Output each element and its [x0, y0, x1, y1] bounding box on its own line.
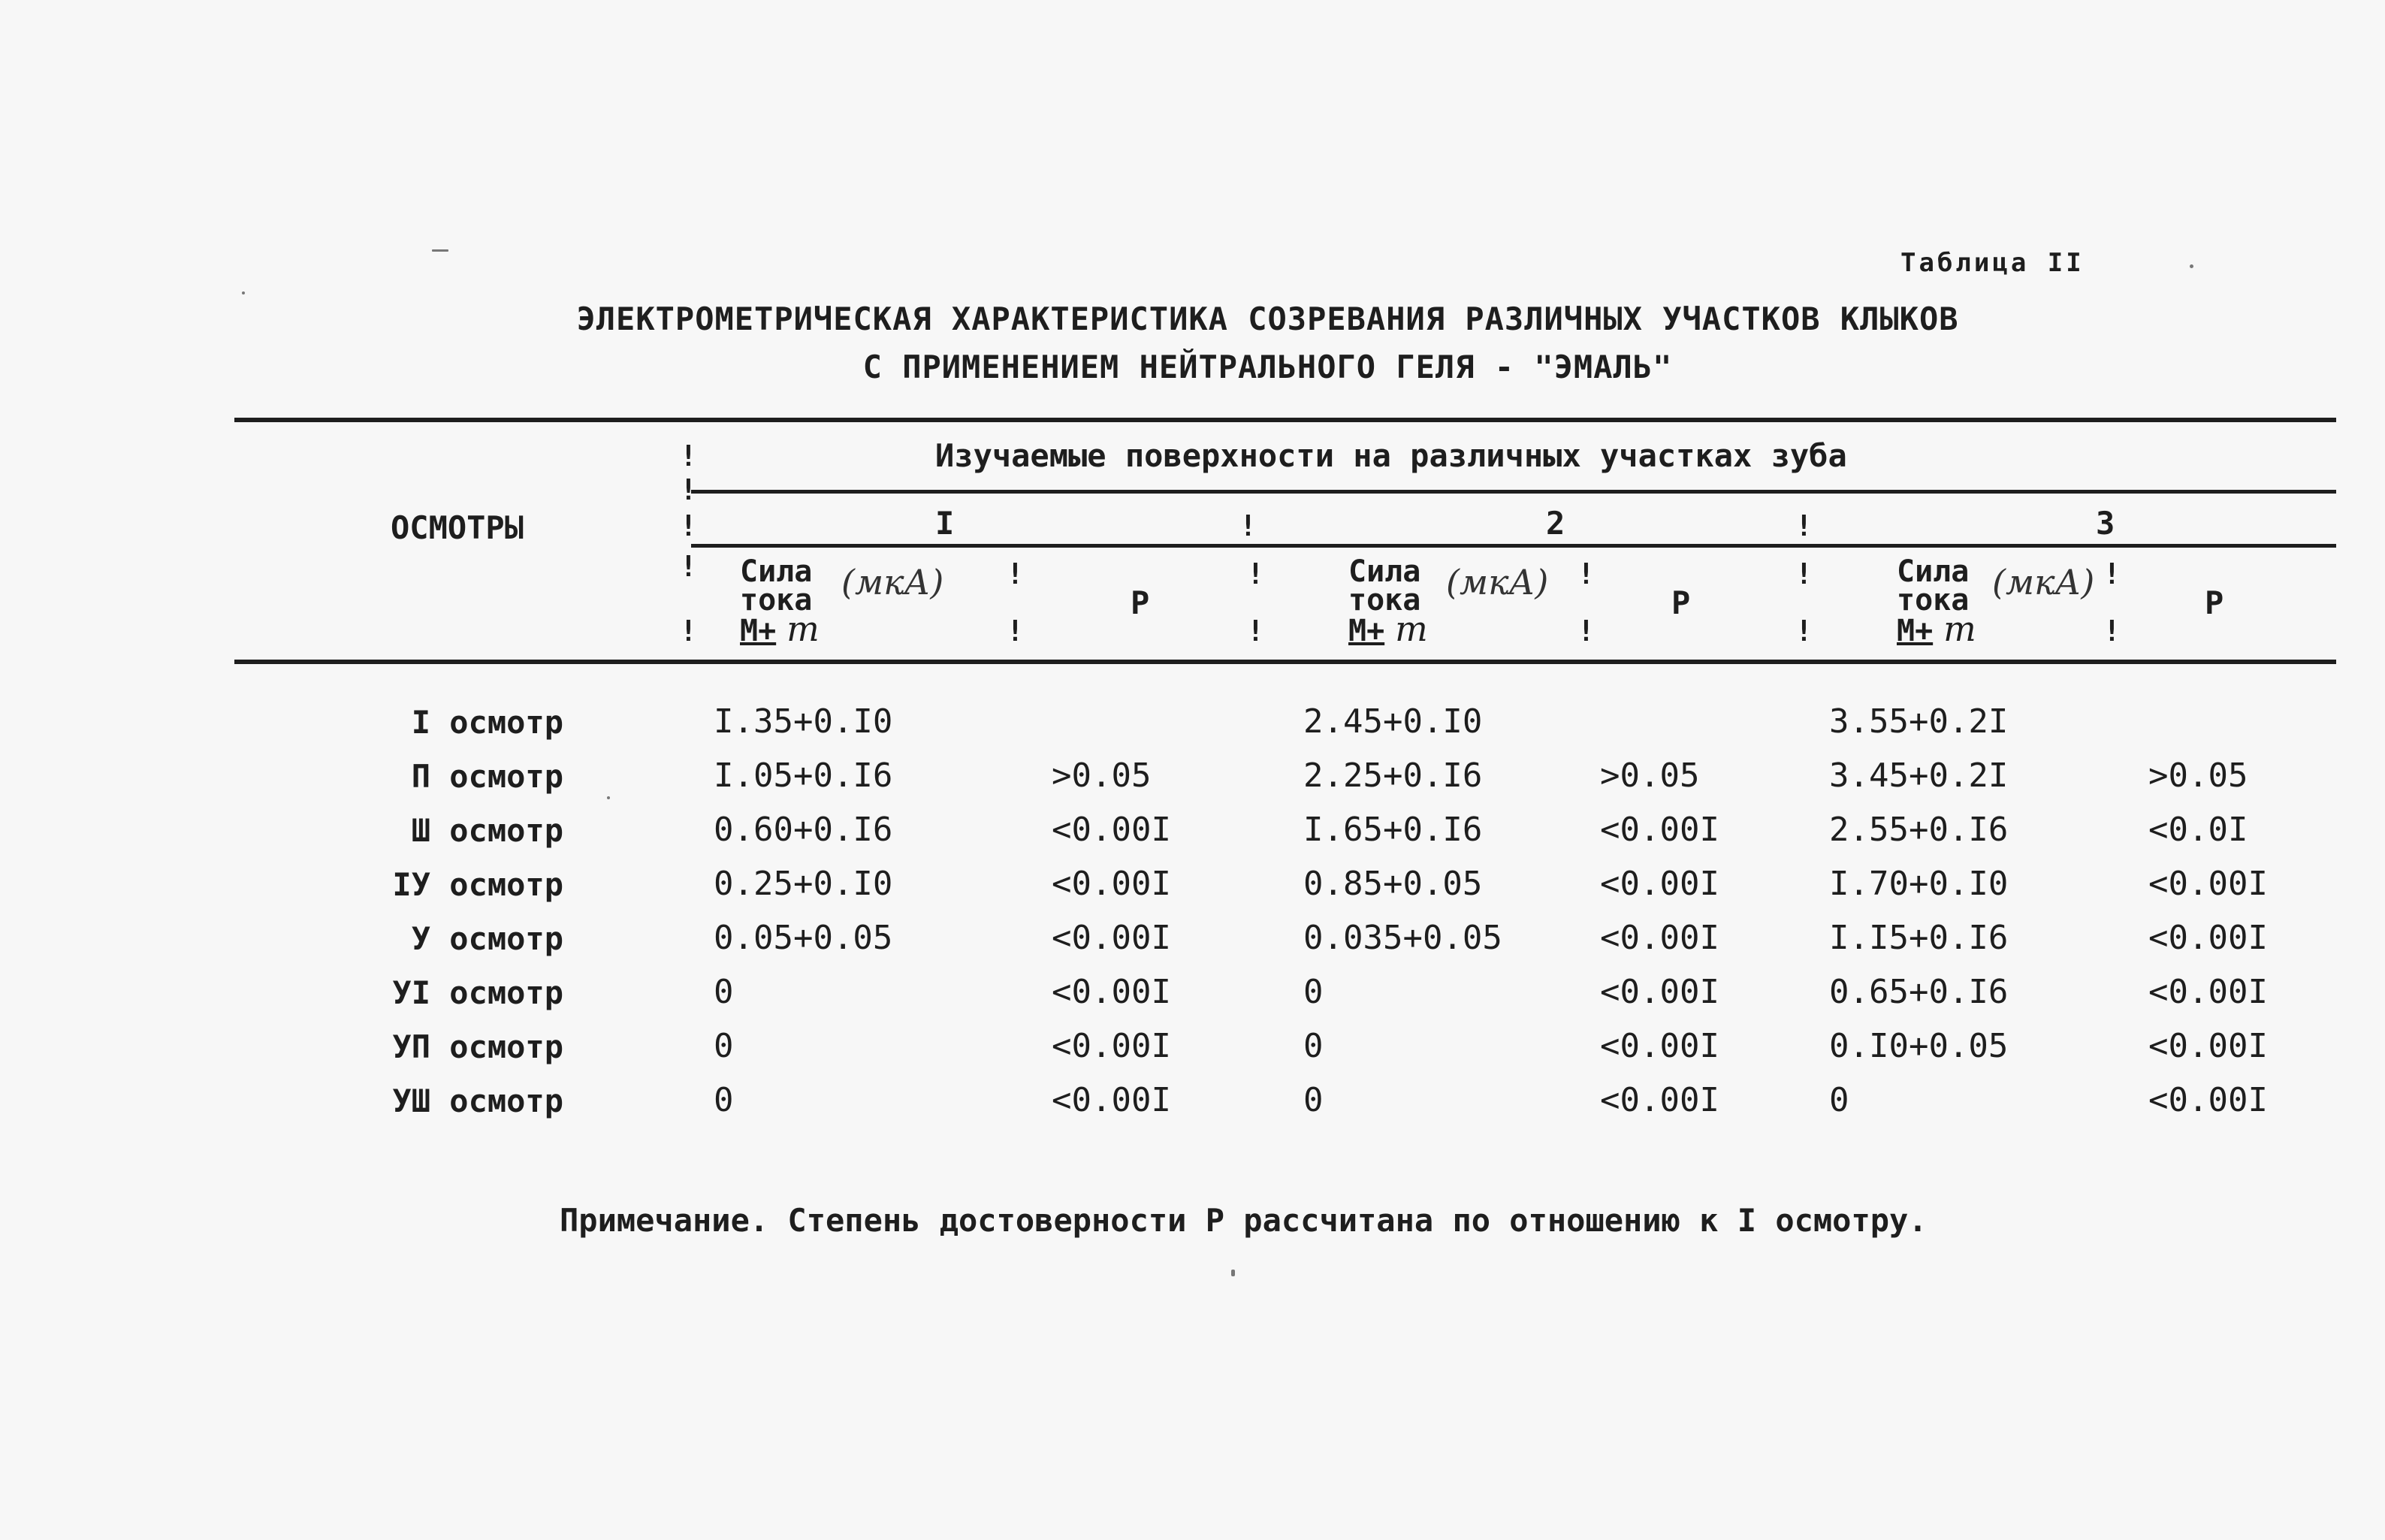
- subheader-line-toka: тока: [1348, 583, 1421, 618]
- subheader-line-m: М+ m: [740, 608, 820, 649]
- p-value-cell: <0.0I: [2148, 811, 2248, 849]
- p-value-cell: <0.00I: [1600, 973, 1719, 1011]
- p-value-cell: <0.00I: [1600, 1027, 1719, 1065]
- p-value-cell: <0.00I: [2148, 973, 2268, 1011]
- row-label: УП осмотр: [392, 1028, 563, 1065]
- column-separator: !: [1247, 557, 1264, 590]
- current-value-cell: I.I5+0.I6: [1829, 919, 2009, 957]
- current-strength-subheader-1: [740, 554, 820, 649]
- handwritten-unit-3: (мкА): [1992, 562, 2095, 602]
- row-label: IУ осмотр: [392, 866, 563, 903]
- table-number: Таблица II: [1900, 248, 2085, 278]
- section-rule: [691, 544, 2336, 548]
- section-1-header: I: [935, 505, 955, 542]
- group-rule: [691, 490, 2336, 494]
- current-value-cell: 0.85+0.05: [1303, 865, 1483, 903]
- p-value-cell: <0.00I: [1052, 1027, 1171, 1065]
- column-separator: !: [2103, 614, 2121, 648]
- column-separator: !: [1007, 557, 1024, 590]
- p-value-header-2: Р: [1671, 584, 1691, 621]
- current-value-cell: 0.25+0.I0: [714, 865, 893, 903]
- current-value-cell: 0: [1303, 973, 1324, 1011]
- p-value-cell: <0.00I: [1052, 919, 1171, 957]
- current-value-cell: 0: [1303, 1027, 1324, 1065]
- p-value-cell: <0.00I: [1600, 919, 1719, 957]
- column-separator: !: [680, 614, 697, 648]
- column-separator: !: [1795, 614, 1813, 648]
- subheader-line-sila: Сила: [1897, 554, 1970, 589]
- row-label: УШ осмотр: [392, 1083, 563, 1119]
- handwritten-unit-2: (мкА): [1446, 562, 1549, 602]
- current-value-cell: 2.55+0.I6: [1829, 811, 2009, 849]
- p-value-cell: <0.00I: [2148, 1027, 2268, 1065]
- column-separator: !: [680, 439, 697, 473]
- handwritten-unit-1: (мкА): [841, 562, 944, 602]
- current-value-cell: 0: [714, 1027, 734, 1065]
- column-separator: !: [1247, 614, 1264, 648]
- current-value-cell: 3.45+0.2I: [1829, 756, 2009, 795]
- current-value-cell: 0.035+0.05: [1303, 919, 1502, 957]
- print-speck: [1231, 1270, 1235, 1276]
- current-strength-subheader-3: [1897, 554, 1976, 649]
- current-strength-subheader-2: [1348, 554, 1428, 649]
- p-value-cell: <0.00I: [1052, 811, 1171, 849]
- p-value-cell: <0.00I: [1052, 865, 1171, 903]
- table-note: Примечание. Степень достоверности Р рассчитана по отношению к I осмотру.: [560, 1202, 1928, 1239]
- current-value-cell: 2.25+0.I6: [1303, 756, 1483, 795]
- header-bottom-rule: [234, 660, 2336, 664]
- table-title-line-1: ЭЛЕКТРОМЕТРИЧЕСКАЯ ХАРАКТЕРИСТИКА СОЗРЕВАНИЯ РАЗЛИЧНЫХ УЧАСТКОВ КЛЫКОВ: [576, 300, 1959, 337]
- p-value-header-1: Р: [1131, 584, 1150, 621]
- print-speck: [2190, 264, 2193, 268]
- column-separator: !: [680, 509, 697, 542]
- group-header: Изучаемые поверхности на различных участках зуба: [935, 437, 1847, 474]
- column-separator: !: [1577, 614, 1595, 648]
- current-value-cell: 3.55+0.2I: [1829, 702, 2009, 741]
- current-value-cell: I.35+0.I0: [714, 702, 893, 741]
- row-header: ОСМОТРЫ: [391, 509, 524, 546]
- current-value-cell: 2.45+0.I0: [1303, 702, 1483, 741]
- current-value-cell: I.70+0.I0: [1829, 865, 2009, 903]
- subheader-line-toka: тока: [1897, 583, 1970, 618]
- row-label: I осмотр: [411, 704, 563, 741]
- p-value-cell: <0.00I: [1600, 811, 1719, 849]
- p-value-cell: >0.05: [1600, 756, 1700, 795]
- subheader-line-toka: тока: [740, 583, 813, 618]
- column-separator: !: [1795, 557, 1813, 590]
- column-separator: !: [2103, 557, 2121, 590]
- p-value-cell: >0.05: [1052, 756, 1152, 795]
- subheader-line-m: М+ m: [1348, 608, 1428, 649]
- p-value-cell: <0.00I: [1052, 1081, 1171, 1119]
- current-value-cell: 0.05+0.05: [714, 919, 893, 957]
- p-value-cell: >0.05: [2148, 756, 2248, 795]
- row-label: П осмотр: [411, 758, 563, 795]
- print-speck: [432, 249, 448, 252]
- p-value-cell: <0.00I: [2148, 865, 2268, 903]
- current-value-cell: I.65+0.I6: [1303, 811, 1483, 849]
- current-value-cell: 0: [714, 973, 734, 1011]
- section-3-header: 3: [2096, 505, 2115, 542]
- section-2-header: 2: [1546, 505, 1565, 542]
- column-separator: !: [1795, 509, 1813, 542]
- row-label: У осмотр: [411, 920, 563, 957]
- p-value-cell: <0.00I: [1052, 973, 1171, 1011]
- p-value-cell: <0.00I: [2148, 919, 2268, 957]
- column-separator: !: [1577, 557, 1595, 590]
- p-value-cell: <0.00I: [2148, 1081, 2268, 1119]
- subheader-line-sila: Сила: [740, 554, 813, 589]
- print-speck: [242, 291, 245, 294]
- table-title-line-2: С ПРИМЕНЕНИЕМ НЕЙТРАЛЬНОГО ГЕЛЯ - "ЭМАЛЬ": [862, 349, 1673, 385]
- column-separator: !: [1239, 509, 1257, 542]
- p-value-header-3: Р: [2205, 584, 2224, 621]
- current-value-cell: 0.60+0.I6: [714, 811, 893, 849]
- current-value-cell: 0: [714, 1081, 734, 1119]
- top-rule: [234, 418, 2336, 422]
- current-value-cell: 0.65+0.I6: [1829, 973, 2009, 1011]
- row-label: Ш осмотр: [411, 812, 563, 849]
- row-label: УI осмотр: [392, 974, 563, 1011]
- print-speck: [607, 796, 610, 799]
- subheader-line-sila: Сила: [1348, 554, 1421, 589]
- subheader-line-m: М+ m: [1897, 608, 1976, 649]
- current-value-cell: 0: [1829, 1081, 1849, 1119]
- current-value-cell: I.05+0.I6: [714, 756, 893, 795]
- column-separator: !: [1007, 614, 1024, 648]
- current-value-cell: 0.I0+0.05: [1829, 1027, 2009, 1065]
- column-separator: !: [680, 550, 697, 583]
- current-value-cell: 0: [1303, 1081, 1324, 1119]
- p-value-cell: <0.00I: [1600, 1081, 1719, 1119]
- p-value-cell: <0.00I: [1600, 865, 1719, 903]
- column-separator: !: [680, 473, 697, 506]
